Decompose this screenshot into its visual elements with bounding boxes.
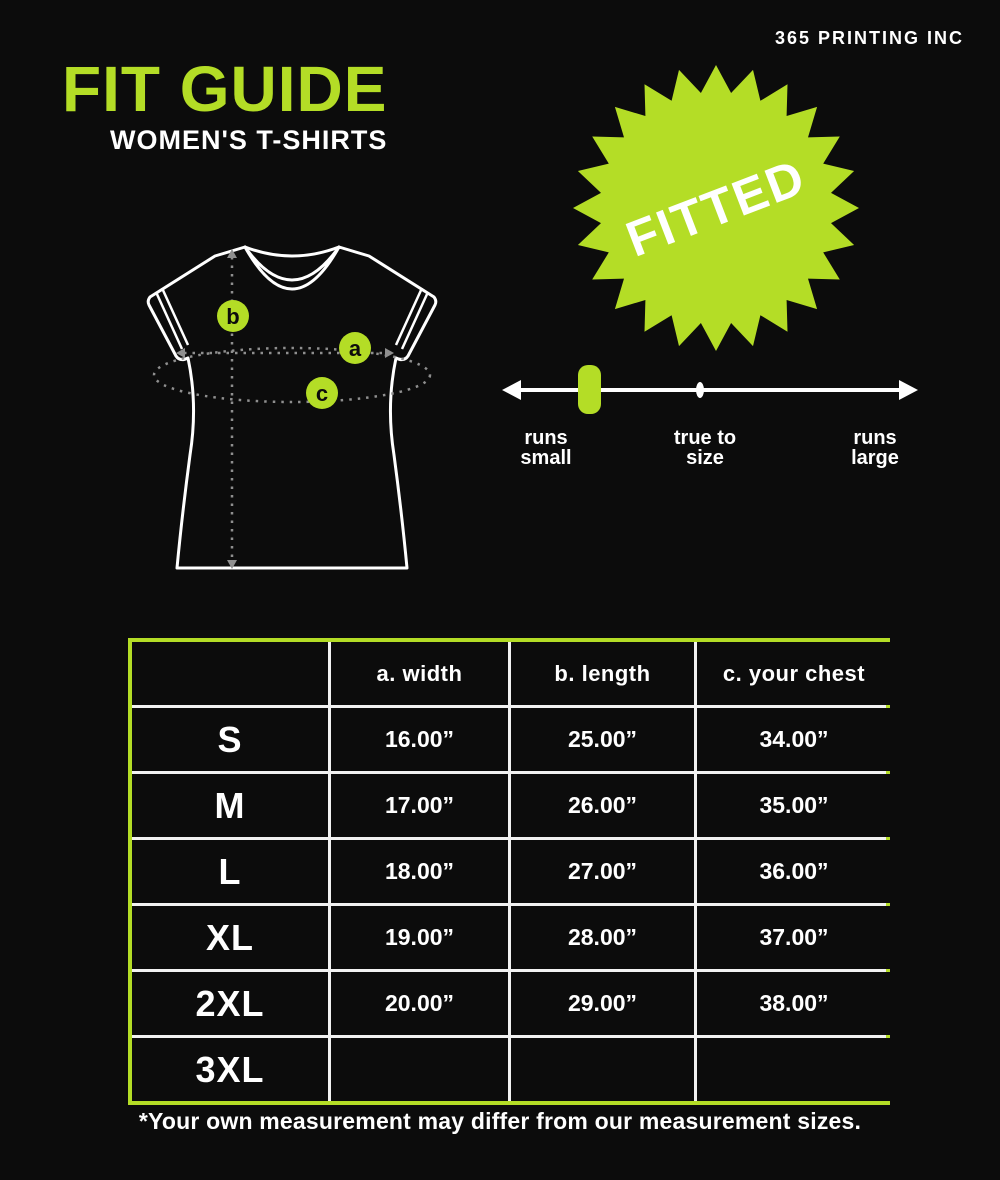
- scale-label-line: runs: [853, 427, 897, 449]
- size-label: S: [132, 708, 328, 771]
- marker-a-letter: a: [348, 336, 362, 361]
- size-label: 3XL: [132, 1038, 328, 1101]
- fit-scale: [500, 356, 920, 476]
- width-value: 16.00”: [331, 708, 508, 771]
- size-label: 2XL: [132, 972, 328, 1035]
- marker-b: [217, 300, 249, 332]
- width-value: 17.00”: [331, 774, 508, 837]
- scale-label-line: large: [851, 447, 899, 469]
- chest-value: 34.00”: [697, 708, 891, 771]
- length-value: 26.00”: [511, 774, 694, 837]
- marker-a: [339, 332, 371, 364]
- scale-label-line: size: [686, 447, 724, 469]
- scale-arrow-right-icon: [899, 380, 918, 400]
- collar-band-icon: [245, 247, 339, 289]
- tshirt-outline-icon: [148, 247, 436, 568]
- width-value: 20.00”: [331, 972, 508, 1035]
- chest-value: 37.00”: [697, 906, 891, 969]
- title-block: [62, 53, 388, 156]
- badge-label: FITTED: [618, 148, 814, 268]
- table-header-width: a. width: [331, 642, 508, 705]
- length-value: 29.00”: [511, 972, 694, 1035]
- scale-label-line: true to: [673, 427, 737, 449]
- brand-name: 365 PRINTING INC: [774, 28, 964, 48]
- length-value: 28.00”: [511, 906, 694, 969]
- chest-value: [697, 1038, 891, 1101]
- size-label: L: [132, 840, 328, 903]
- width-value: [331, 1038, 508, 1101]
- table-header-empty: [132, 642, 328, 705]
- width-value: 18.00”: [331, 840, 508, 903]
- sleeve-trim-icon: [156, 288, 428, 349]
- marker-c: [306, 377, 338, 409]
- size-label: XL: [132, 906, 328, 969]
- width-value: 19.00”: [331, 906, 508, 969]
- center-tick-dot-icon: [696, 382, 704, 398]
- size-table: [128, 638, 890, 1105]
- marker-c-letter: c: [315, 381, 329, 406]
- chest-value: 35.00”: [697, 774, 891, 837]
- scale-label-line: small: [520, 447, 572, 469]
- measurement-disclaimer: *Your own measurement may differ from our measurement sizes.: [138, 1108, 862, 1134]
- length-value: [511, 1038, 694, 1101]
- chest-measure-ellipse: [154, 348, 430, 402]
- marker-b-letter: b: [226, 304, 240, 329]
- table-header-length: b. length: [511, 642, 694, 705]
- length-value: 25.00”: [511, 708, 694, 771]
- table-header-chest: c. your chest: [697, 642, 891, 705]
- fit-scale-arrow: [500, 356, 920, 420]
- fitted-badge: [568, 60, 864, 356]
- page-subtitle: WOMEN'S T-SHIRTS: [110, 125, 388, 156]
- size-label: M: [132, 774, 328, 837]
- scale-label-line: runs: [524, 427, 568, 449]
- chest-value: 38.00”: [697, 972, 891, 1035]
- length-value: 27.00”: [511, 840, 694, 903]
- scale-arrow-left-icon: [502, 380, 521, 400]
- scale-label-runs-large: [830, 428, 920, 468]
- fit-position-marker: [578, 365, 601, 414]
- tshirt-diagram: [120, 225, 470, 600]
- chest-value: 36.00”: [697, 840, 891, 903]
- page-title: FIT GUIDE: [62, 53, 388, 125]
- scale-label-runs-small: [500, 428, 592, 468]
- scale-label-true-to-size: [650, 428, 760, 468]
